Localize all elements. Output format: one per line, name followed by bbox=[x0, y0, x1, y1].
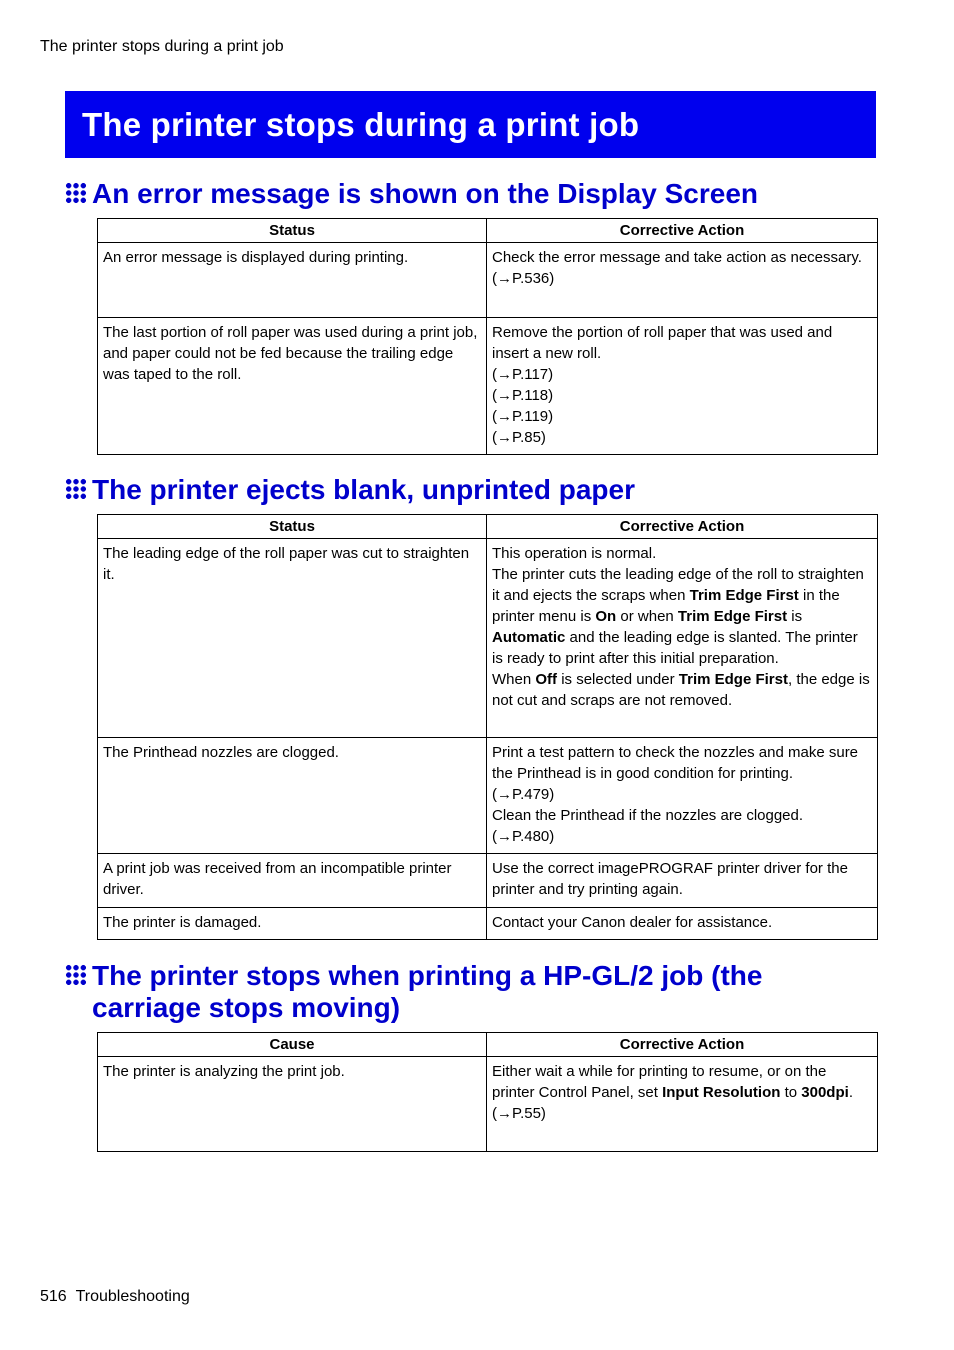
section-heading-error-message bbox=[65, 178, 865, 210]
action-cell bbox=[487, 318, 878, 455]
section-heading-text: The printer ejects blank, unprinted paper bbox=[92, 474, 635, 505]
table-header-row bbox=[98, 219, 878, 243]
action-text: or when bbox=[616, 608, 678, 625]
table-row bbox=[98, 738, 878, 854]
menu-setting-name: Trim Edge First bbox=[677, 608, 788, 625]
menu-setting-name: Trim Edge First bbox=[689, 587, 799, 604]
section-heading-text: An error message is shown on the Display Screen bbox=[92, 178, 758, 209]
page-reference-link[interactable]: (→P.85) bbox=[492, 429, 546, 446]
error-message-table bbox=[97, 218, 878, 455]
page-reference-link[interactable]: (→P.117) bbox=[492, 366, 554, 383]
table-row bbox=[98, 539, 878, 738]
action-text: Clean the Printhead if the nozzles are clogged. bbox=[492, 807, 804, 824]
status-cell: The printer is damaged. bbox=[98, 908, 487, 940]
status-cell: A print job was received from an incompatible printer driver. bbox=[98, 854, 487, 908]
action-text: The printer cuts the leading edge of the roll to straighten it and ejects the scraps when bbox=[492, 566, 864, 604]
page-reference-link[interactable]: (→P.536) bbox=[492, 270, 555, 287]
column-header-status: Status bbox=[98, 515, 487, 539]
action-text: Print a test pattern to check the nozzles and make sure the Printhead is in good condition for printing. bbox=[492, 744, 859, 782]
section-heading-text: The printer stops when printing a HP-GL/2 job (the carriage stops moving) bbox=[92, 960, 763, 1023]
page-footer bbox=[40, 1288, 190, 1306]
page-reference-link[interactable]: (→P.479) bbox=[492, 786, 555, 803]
table-row bbox=[98, 908, 878, 940]
action-text: is selected under bbox=[557, 671, 679, 688]
hpgl2-table bbox=[97, 1032, 878, 1152]
page-title: The printer stops during a print job bbox=[82, 105, 640, 143]
action-text: , the edge is not cut and scraps are not removed. bbox=[492, 671, 870, 709]
menu-setting-value: 300dpi bbox=[801, 1084, 849, 1101]
status-cell: The last portion of roll paper was used during a print job, and paper could not be fed because the trailing edge was taped to the roll. bbox=[98, 318, 487, 455]
menu-setting-value: Off bbox=[535, 671, 558, 688]
page-number: 516 bbox=[40, 1288, 67, 1305]
menu-setting-name: Input Resolution bbox=[662, 1084, 781, 1101]
section-heading-blank-paper bbox=[65, 474, 865, 506]
column-header-corrective-action: Corrective Action bbox=[487, 1033, 878, 1057]
action-text: This operation is normal. bbox=[492, 545, 657, 562]
column-header-status: Status bbox=[98, 219, 487, 243]
action-text: and the leading edge is slanted. The printer is ready to print after this initial preparation. bbox=[492, 629, 858, 667]
table-row bbox=[98, 1057, 878, 1152]
action-text: to bbox=[780, 1084, 802, 1101]
cause-cell: The printer is analyzing the print job. bbox=[98, 1057, 487, 1152]
action-cell: Contact your Canon dealer for assistance. bbox=[487, 908, 878, 940]
action-text: . bbox=[848, 1084, 853, 1101]
status-cell: The leading edge of the roll paper was cut to straighten it. bbox=[98, 539, 487, 738]
status-cell: The Printhead nozzles are clogged. bbox=[98, 738, 487, 854]
table-row bbox=[98, 243, 878, 318]
page-reference-link[interactable]: (→P.55) bbox=[492, 1105, 546, 1122]
action-text: Check the error message and take action as necessary. bbox=[492, 249, 862, 266]
action-text: When bbox=[492, 671, 536, 688]
table-header-row bbox=[98, 1033, 878, 1057]
action-paragraph bbox=[492, 564, 872, 669]
column-header-corrective-action: Corrective Action bbox=[487, 219, 878, 243]
running-header: The printer stops during a print job bbox=[40, 38, 284, 55]
action-text: is bbox=[787, 608, 803, 625]
action-cell bbox=[487, 243, 878, 318]
action-cell: Use the correct imagePROGRAF printer driver for the printer and try printing again. bbox=[487, 854, 878, 908]
action-text: Remove the portion of roll paper that was used and insert a new roll. bbox=[492, 324, 833, 362]
page-title-banner bbox=[65, 91, 876, 158]
section-heading-hpgl2-stops bbox=[65, 960, 865, 1024]
page-reference-link[interactable]: (→P.480) bbox=[492, 828, 555, 845]
footer-section-name: Troubleshooting bbox=[75, 1288, 190, 1305]
action-cell bbox=[487, 539, 878, 738]
column-header-corrective-action: Corrective Action bbox=[487, 515, 878, 539]
action-text: in the printer menu is bbox=[492, 587, 840, 625]
status-cell: An error message is displayed during printing. bbox=[98, 243, 487, 318]
table-header-row bbox=[98, 515, 878, 539]
page-reference-link[interactable]: (→P.119) bbox=[492, 408, 554, 425]
blank-paper-table bbox=[97, 514, 878, 940]
grid-bullet-icon bbox=[65, 182, 87, 204]
action-cell bbox=[487, 738, 878, 854]
page-reference-link[interactable]: (→P.118) bbox=[492, 387, 554, 404]
grid-bullet-icon bbox=[65, 478, 87, 500]
action-paragraph bbox=[492, 1061, 872, 1103]
action-paragraph bbox=[492, 669, 872, 711]
table-row bbox=[98, 318, 878, 455]
menu-setting-name: Trim Edge First bbox=[678, 671, 788, 688]
column-header-cause: Cause bbox=[98, 1033, 487, 1057]
menu-setting-value: On bbox=[595, 608, 617, 625]
action-text: Either wait a while for printing to resume, or on the printer Control Panel, set bbox=[492, 1063, 827, 1101]
action-cell bbox=[487, 1057, 878, 1152]
grid-bullet-icon bbox=[65, 964, 87, 986]
table-row bbox=[98, 854, 878, 908]
menu-setting-value: Automatic bbox=[492, 629, 566, 646]
